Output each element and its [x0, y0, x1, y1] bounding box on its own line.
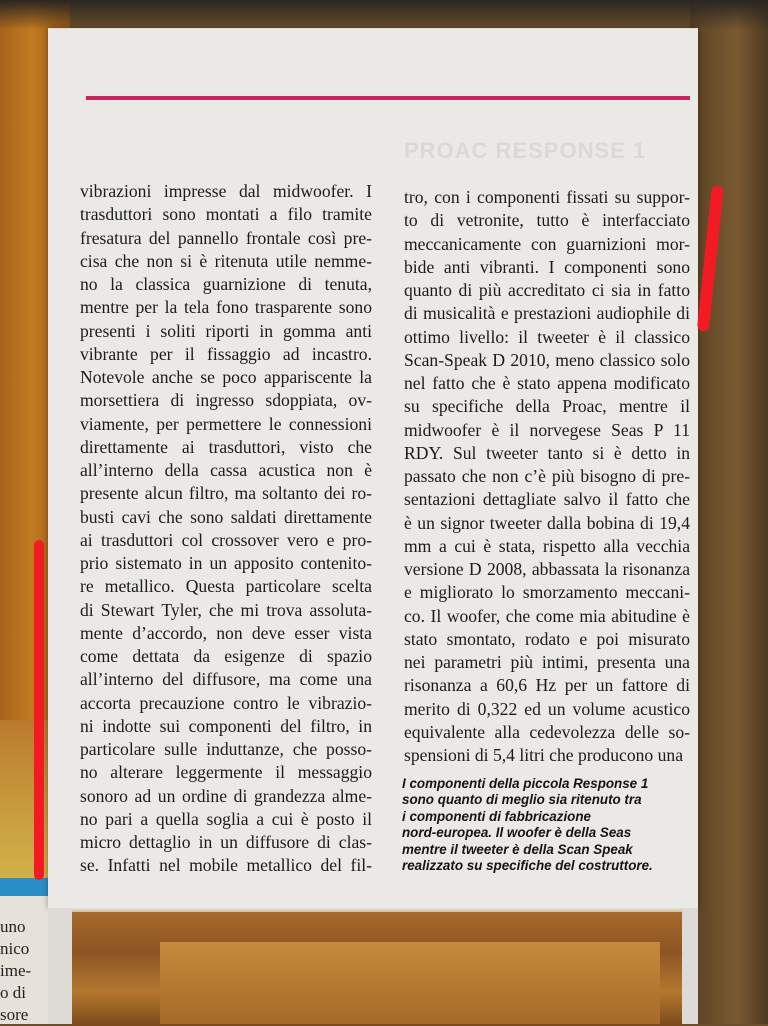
text-line: e migliorato lo smorzamento meccani- [404, 582, 690, 603]
caption-line: i componenti di fabbricazione [402, 808, 591, 824]
text-line: particolare sulle induttanze, che posso- [80, 739, 372, 759]
text-line: ottimo livello: il tweeter è il classico [404, 326, 690, 347]
text-line: Scan-Speak D 2010, meno classico solo [404, 349, 690, 370]
text-line: all’interno della cassa acustica non è [80, 460, 372, 480]
text-line: tro, con i componenti fissati su suppor- [404, 187, 690, 207]
text-line: è un signor tweeter dalla bobina di 19,4 [404, 512, 690, 533]
text-line: presente alcun filtro, ma soltanto dei ro- [80, 483, 372, 504]
text-line: sentazioni dettagliate salvo il fatto che [404, 489, 690, 510]
article-column-right [404, 186, 690, 767]
text-line: nel fatto che è stato appena modificato [404, 373, 690, 393]
photo-caption [402, 776, 692, 874]
text-line: co. Il woofer, che come mia abitudine è [404, 605, 690, 626]
text-line: all’interno del diffusore, ma come una [80, 669, 372, 690]
text-line: accorta precauzione contro le vibrazio- [80, 692, 372, 713]
text-line: busti cavi che sono saldati direttamente [80, 506, 372, 527]
text-line: no la classica guarnizione di tenuta, [80, 274, 372, 294]
text-line: di Stewart Tyler, che mi trova assoluta- [80, 599, 372, 620]
show-through-header: PROAC RESPONSE 1 [404, 138, 647, 163]
red-highlighter-mark-left [34, 540, 44, 880]
text-line: merito di 0,322 ed un volume acustico [404, 698, 690, 719]
text-line: no pari a quella soglia a cui è posto il [80, 808, 372, 829]
text-line: su specifiche della Proac, mentre il [404, 396, 690, 417]
header-rule [86, 96, 690, 100]
previous-page-fragment: sore [0, 1005, 29, 1024]
text-line: presenti i soliti riporti in gomma anti [80, 320, 372, 341]
caption-line: mentre il tweeter è della Scan Speak [402, 841, 633, 857]
text-line: trasduttori sono montati a filo tramite [80, 204, 372, 225]
text-line: midwoofer è il norvegese Seas P 11 [404, 419, 690, 440]
text-line: vibrazioni impresse dal midwoofer. I [80, 181, 372, 201]
text-line: quanto di più accreditato ci sia in fatto [404, 280, 690, 300]
wooden-table-right [690, 0, 768, 1024]
text-line: prio sistemato in un apposito contenito- [80, 553, 372, 573]
text-line: se. Infatti nel mobile metallico del fil- [80, 855, 372, 876]
caption-line: realizzato su specifiche del costruttore. [402, 858, 653, 874]
text-line: ni indotte sui componenti del filtro, in [80, 715, 372, 736]
text-line: to di vetronite, tutto è interfacciato [404, 210, 690, 231]
text-line: stato smontato, rodato e poi misurato [404, 628, 690, 649]
text-line: morsettiera di ingresso sdoppiata, ov- [80, 390, 372, 411]
article-column-left [80, 180, 372, 878]
caption-line: sono quanto di meglio sia ritenuto tra [402, 792, 642, 808]
text-line: mente d’accordo, non deve esser vista [80, 622, 372, 643]
text-line: nei parametri più intimi, presenta una [404, 652, 690, 672]
text-line: direttamente ai trasduttori, visto che [80, 436, 372, 457]
text-line: sonoro ad un ordine di grandezza almе- [80, 785, 372, 806]
text-line: cisa che non si è ritenuta utile nemme- [80, 250, 372, 271]
text-line: vibrante per il fissaggio ad incastro. [80, 343, 372, 364]
previous-page-fragment: o di [0, 983, 26, 1002]
text-line: spensioni di 5,4 litri che producono una [404, 745, 684, 765]
text-line: di musicalità e prestazioni audiophile di [404, 303, 690, 324]
text-line: mm a cui è stata, rispetto alla vecchia [404, 535, 690, 556]
caption-line: I componenti della piccola Response 1 [402, 776, 649, 791]
text-line: equivalente alla cedevolezza delle so- [404, 721, 690, 742]
text-line: mentre per la tela fono trasparente sono [80, 297, 372, 318]
text-line: bide anti vibranti. I componenti sono [404, 256, 690, 277]
text-line: micro dettaglio in un diffusore di clas- [80, 832, 372, 852]
text-line: come dettata da esigenze di spazio [80, 646, 372, 666]
text-line: Notevole anche se poco appariscente la [80, 367, 372, 387]
text-line: fresatura del pannello frontale così pre- [80, 227, 372, 248]
previous-page-fragment: nico [0, 939, 30, 958]
text-line: ai trasduttori col crossover vero e pro- [80, 529, 372, 550]
text-line: meccanicamente con guarnizioni mor- [404, 233, 690, 254]
text-line: RDY. Sul tweeter tanto si è detto in [404, 442, 690, 463]
text-line: risonanza a 60,6 Hz per un fattore di [404, 675, 690, 696]
top-shadow [0, 0, 768, 30]
previous-page-fragment: uno [0, 917, 26, 936]
text-line: re metallico. Questa particolare scelta [80, 576, 372, 597]
text-line: versione D 2008, abbassata la risonanza [404, 559, 690, 579]
text-line: no alterare leggermente il messaggio [80, 762, 372, 783]
previous-page-fragment: ime- [0, 961, 32, 980]
text-line: viamente, per permettere le connessioni [80, 413, 372, 434]
caption-line: nord-europea. Il woofer è della Seas [402, 825, 632, 841]
speaker-cabinet-photo [160, 942, 660, 1024]
text-line: passato che non c’è più bisogno di pre- [404, 466, 690, 486]
